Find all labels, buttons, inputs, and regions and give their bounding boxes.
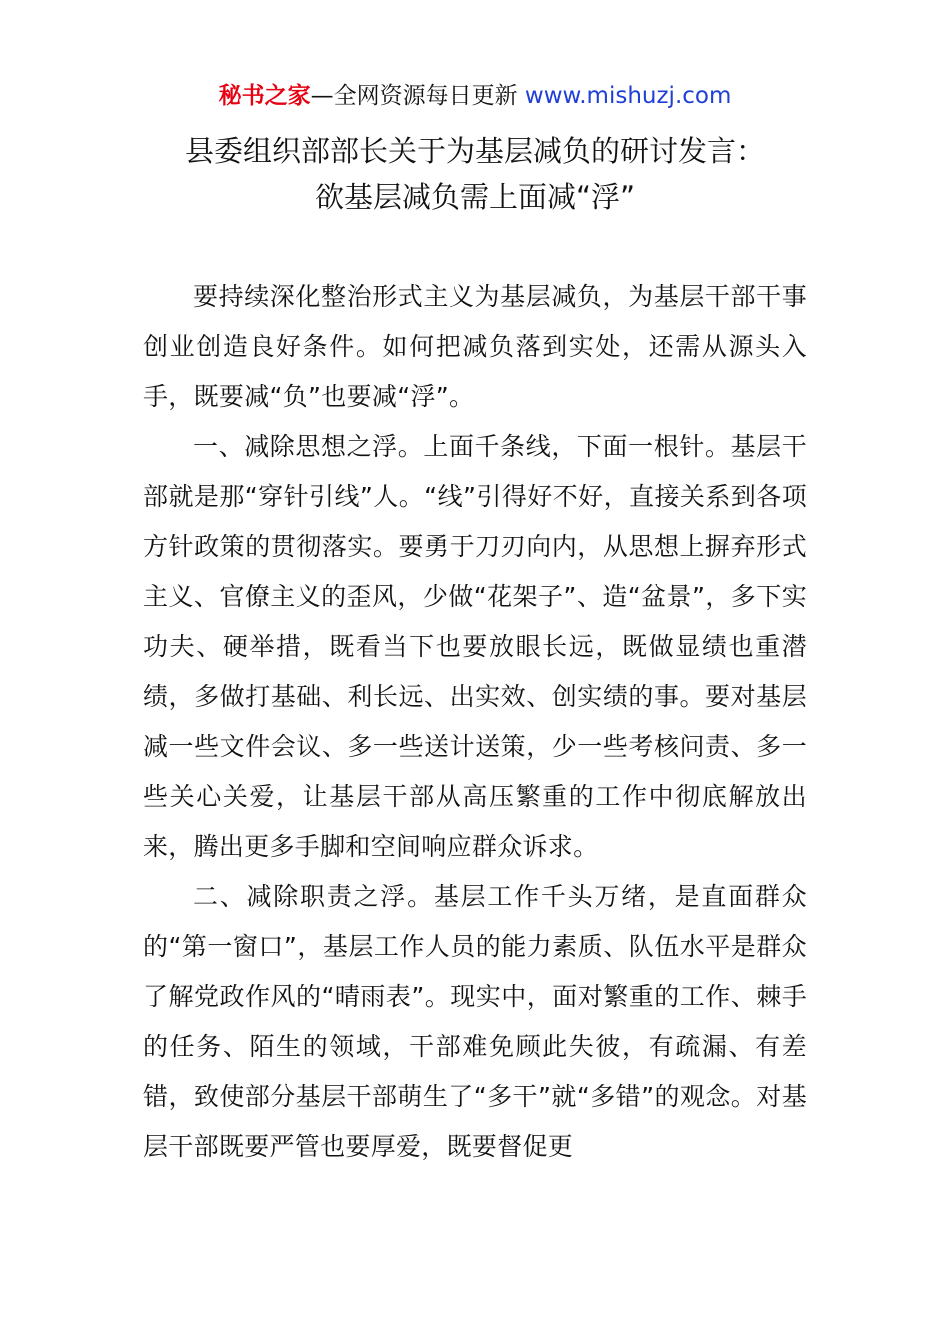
paragraph-section-2: 二、减除职责之浮。基层工作千头万绪，是直面群众的“第一窗口”，基层工作人员的能力素质、队伍水平是群众了解党政作风的“晴雨表”。现实中，面对繁重的工作、棘手的任务、陌生的领域，干部难免顾此失彼，有疏漏、有差错，致使部分基层干部萌生了“多干”就“多错”的观念。对基层干部既要严管也要厚爱，既要督促更 (143, 882, 807, 1161)
paragraph-intro: 要持续深化整治形式主义为基层减负，为基层干部干事创业创造良好条件。如何把减负落到实处，还需从源头入手，既要减“负”也要减“浮”。 (143, 282, 807, 411)
site-brand: 秘书之家 (218, 83, 311, 109)
document-body (143, 272, 807, 1172)
site-header (0, 80, 950, 112)
document-title (60, 128, 890, 220)
title-line-1: 县委组织部部长关于为基层减负的研讨发言： (184, 134, 765, 168)
site-tagline: —全网资源每日更新 (310, 83, 525, 109)
title-line-2: 欲基层减负需上面减“浮” (314, 180, 636, 214)
paragraph-section-1: 一、减除思想之浮。上面千条线，下面一根针。基层干部就是那“穿针引线”人。“线”引得好不好，直接关系到各项方针政策的贯彻落实。要勇于刀刃向内，从思想上摒弃形式主义、官僚主义的歪风，少做“花架子”、造“盆景”，多下实功夫、硬举措，既看当下也要放眼长远，既做显绩也重潜绩，多做打基础、利长远、出实效、创实绩的事。要对基层减一些文件会议、多一些送计送策，少一些考核问责、多一些关心关爱，让基层干部从高压繁重的工作中彻底解放出来，腾出更多手脚和空间响应群众诉求。 (143, 432, 807, 861)
site-url[interactable]: www.mishuzj.com (524, 83, 732, 109)
